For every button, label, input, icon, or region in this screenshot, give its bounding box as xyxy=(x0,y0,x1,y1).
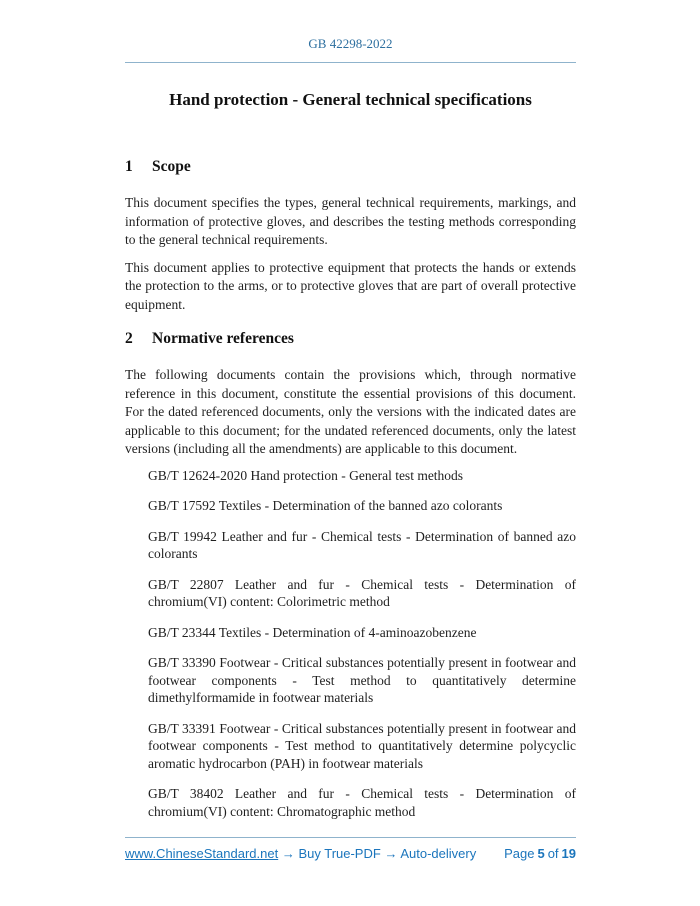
reference-item: GB/T 23344 Textiles - Determination of 4-aminoazobenzene xyxy=(148,624,477,640)
header-doc-number: GB 42298-2022 xyxy=(308,36,393,51)
page-label: Page xyxy=(504,846,535,861)
of-label: of xyxy=(547,846,559,861)
reference-item: GB/T 33390 Footwear - Critical substances potentially present in footwear and footwear components - Test method to quantitatively determine dimethylformamide in footwear materials xyxy=(148,655,576,705)
section-heading-normative-references xyxy=(125,330,576,348)
footer-delivery-label: Auto-delivery xyxy=(400,846,477,861)
header-rule xyxy=(125,62,576,63)
paragraph: The following documents contain the provisions which, through normative reference in this document, constitute the essential provisions of this document. For the dated referenced documents, only the versions with the indicated dates are applicable to this document; for the undated referenced documents, only the latest versions (including all the amendments) are applicable to this document. xyxy=(125,367,576,456)
footer-link-line xyxy=(125,846,476,861)
page-content xyxy=(125,0,576,833)
page-current: 5 xyxy=(537,846,545,861)
section-number: 2 xyxy=(125,330,133,347)
reference-item: GB/T 33391 Footwear - Critical substances potentially present in footwear and footwear components - Test method to quantitatively determine polycyclic aromatic hydrocarbon (PAH) in footwear materials xyxy=(148,720,576,771)
paragraph: This document applies to protective equipment that protects the hands or extends the protection to the arms, or to protective gloves that are part of overall protective equipment. xyxy=(125,259,576,312)
footer-buy-label: Buy True-PDF xyxy=(298,846,381,861)
reference-item: GB/T 38402 Leather and fur - Chemical tests - Determination of chromium(VI) content: Chromatographic method xyxy=(148,786,576,819)
arrow-icon: → xyxy=(281,846,295,861)
section-number: 1 xyxy=(125,158,133,175)
page-indicator xyxy=(501,846,576,861)
section-title: Normative references xyxy=(152,330,294,347)
paragraph: This document specifies the types, general technical requirements, markings, and information of protective gloves, and describes the testing methods corresponding to the general technical requirements. xyxy=(125,195,576,247)
section-title: Scope xyxy=(152,158,191,175)
reference-item: GB/T 22807 Leather and fur - Chemical tests - Determination of chromium(VI) content: Colorimetric method xyxy=(148,576,576,609)
arrow-icon: → xyxy=(384,846,398,861)
reference-list xyxy=(125,467,576,821)
footer-site-link[interactable]: www.ChineseStandard.net xyxy=(125,846,279,861)
reference-item: GB/T 12624-2020 Hand protection - General test methods xyxy=(148,467,464,483)
reference-item: GB/T 19942 Leather and fur - Chemical tests - Determination of banned azo colorants xyxy=(148,528,576,561)
reference-item: GB/T 17592 Textiles - Determination of the banned azo colorants xyxy=(148,498,503,513)
page-footer xyxy=(125,837,576,861)
page-total: 19 xyxy=(561,846,576,861)
section-heading-scope xyxy=(125,158,576,176)
page-title: Hand protection - General technical specifications xyxy=(169,90,532,109)
